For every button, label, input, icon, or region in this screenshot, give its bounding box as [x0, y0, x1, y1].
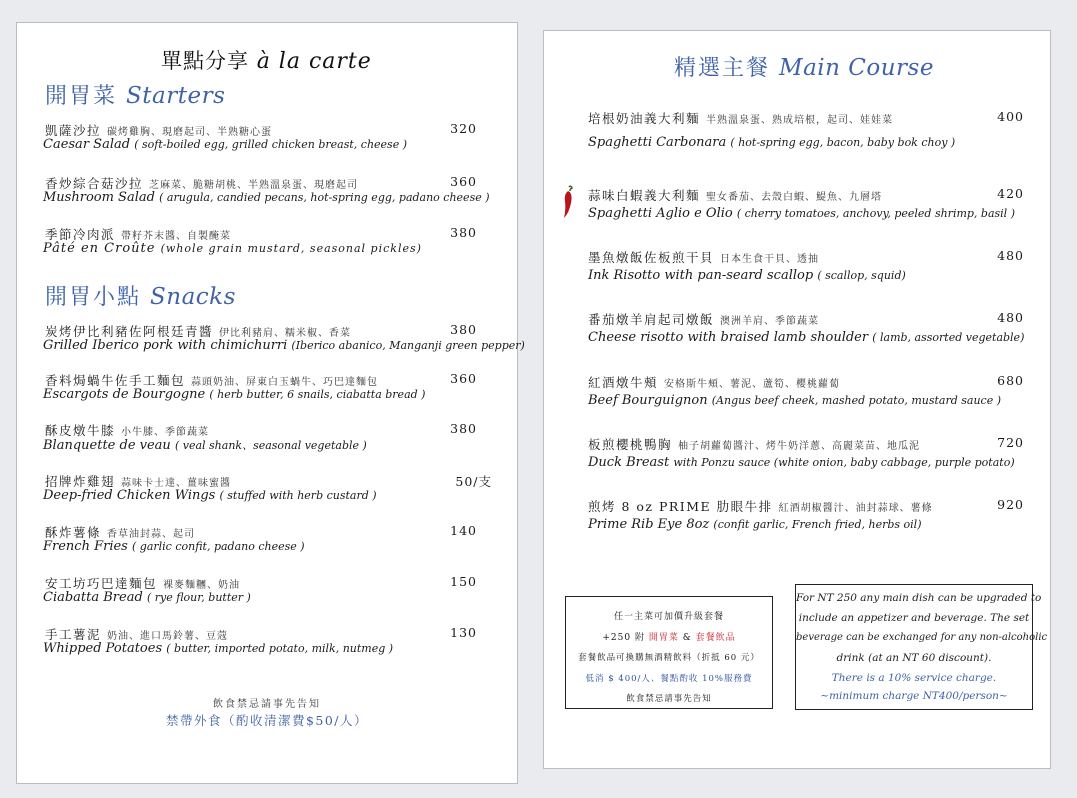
- menu-item-zh: 酥炸薯條 香草油封蒜、起司: [45, 525, 196, 540]
- left-menu-page: [16, 22, 525, 784]
- dietary-note: 飲食禁忌請事先告知: [213, 699, 321, 710]
- menu-item-en: Grilled Iberico pork with chimichurri (Iberico abanico, Manganji green pepper): [43, 338, 525, 353]
- item-price: 150: [450, 574, 477, 589]
- section-title-zh: 精選主餐: [674, 56, 771, 81]
- menu-item-en: Prime Rib Eye 8oz (confit garlic, French fried, herbs oil): [588, 517, 922, 532]
- section-title-starters: [45, 79, 225, 110]
- en-box-line: include an appetizer and beverage. The set: [798, 612, 1030, 624]
- item-price: 360: [450, 371, 477, 386]
- menu-item-en: French Fries ( garlic confit, padano cheese ): [43, 539, 305, 554]
- menu-item-en: Whipped Potatoes ( butter, imported potato, milk, nutmeg ): [43, 641, 394, 656]
- menu-item-en: Escargots de Bourgogne ( herb butter, 6 snails, ciabatta bread ): [43, 387, 426, 402]
- section-title-en: Starters: [126, 83, 226, 109]
- menu-item-zh: 炭烤伊比利豬佐阿根廷青醬 伊比利豬肩、糯米椒、香菜: [45, 324, 352, 339]
- item-price: 320: [450, 121, 477, 136]
- set-box-line: 任一主菜可加價升級套餐: [613, 612, 724, 622]
- menu-item-zh: 香炒綜合菇沙拉 芝麻菜、脆糖胡桃、半熟溫泉蛋、現磨起司: [45, 176, 359, 191]
- item-price: 140: [450, 523, 477, 538]
- menu-item-zh: 手工薯泥 奶油、進口馬鈴薯、豆蔻: [45, 627, 229, 642]
- title-zh: 單點分享: [161, 49, 249, 73]
- menu-item-zh: 蒜味白蝦義大利麵 聖女番茄、去殼白蝦、鯷魚、九層塔: [588, 188, 883, 203]
- set-box-line: 飲食禁忌請事先告知: [626, 694, 712, 704]
- menu-item-en: Ink Risotto with pan-seard scallop ( scallop, squid): [588, 268, 906, 283]
- item-price: 360: [450, 174, 477, 189]
- section-title-snacks: [45, 280, 236, 311]
- section-title-zh: 開胃小點: [45, 285, 142, 310]
- menu-item-en: Pâté en Croûte (whole grain mustard, seasonal pickles): [43, 241, 422, 256]
- item-price: 480: [997, 310, 1024, 325]
- item-price: 680: [997, 373, 1024, 388]
- title-fr: à la carte: [256, 49, 372, 74]
- section-title-en: Snacks: [150, 284, 236, 310]
- menu-item-en: Mushroom Salad ( arugula, candied pecans, hot-spring egg, padano cheese ): [43, 190, 490, 205]
- menu-item-en: Beef Bourguignon (Angus beef cheek, mashed potato, mustard sauce ): [588, 393, 1002, 408]
- takeout-note: 禁帶外食（酌收清潔費$50/人）: [165, 713, 369, 728]
- menu-item-zh: 招牌炸雞翅 蒜味卡士達、薑味蜜醬: [45, 474, 232, 489]
- item-price: 400: [997, 109, 1024, 124]
- item-price: 420: [997, 186, 1024, 201]
- menu-item-zh: 酥皮燉牛膝 小牛膝、季節蔬菜: [45, 423, 210, 438]
- menu-item-en: Ciabatta Bread ( rye flour, butter ): [43, 590, 251, 605]
- en-box-line: There is a 10% service charge.: [831, 672, 997, 684]
- menu-item-en: Deep-fried Chicken Wings ( stuffed with herb custard ): [43, 488, 377, 503]
- menu-item-zh: 凱薩沙拉 碳烤雞胸、現磨起司、半熟糖心蛋: [45, 123, 273, 138]
- section-title-zh: 開胃菜: [45, 84, 118, 109]
- menu-item-en: Caesar Salad ( soft-boiled egg, grilled chicken breast, cheese ): [43, 137, 408, 152]
- en-box-line: For NT 250 any main dish can be upgraded to: [796, 592, 1042, 604]
- menu-item-zh: 培根奶油義大利麵 半熟溫泉蛋、熟成培根，起司、娃娃菜: [588, 111, 894, 126]
- set-box-line: 套餐飲品可換購無酒精飲料（折抵 60 元）: [578, 653, 760, 663]
- set-box-line: 低消 $ 400/人、餐點酌收 10%服務費: [585, 674, 753, 684]
- menu-item-zh: 紅酒燉牛頰 安格斯牛頰、薯泥、蘆筍、櫻桃蘿蔔: [588, 375, 841, 390]
- menu-item-en: Spaghetti Aglio e Olio ( cherry tomatoes, anchovy, peeled shrimp, basil ): [588, 206, 1015, 221]
- menu-item-en: Cheese risotto with braised lamb shoulder ( lamb, assorted vegetable): [588, 330, 1025, 345]
- menu-item-en: Spaghetti Carbonara ( hot-spring egg, bacon, baby bok choy ): [588, 135, 956, 150]
- menu-item-zh: 板煎櫻桃鴨胸 柚子胡蘿蔔醬汁、烤牛奶洋蔥、高麗菜苗、地瓜泥: [588, 437, 921, 452]
- item-price: 50/支: [455, 474, 492, 489]
- page-title: [161, 45, 372, 75]
- menu-item-zh: 番茄燉羊肩起司燉飯 澳洲羊肩、季節蔬菜: [588, 312, 820, 327]
- section-title-main-course: [674, 51, 934, 82]
- item-price: 720: [997, 435, 1024, 450]
- en-box-line: drink (at an NT 60 discount).: [836, 652, 992, 664]
- en-box-line: ~minimum charge NT400/person~: [820, 690, 1008, 702]
- menu-item-zh: 季節冷肉派 帶籽芥末醬、自製醃菜: [45, 227, 232, 242]
- right-menu-page: [543, 30, 1051, 769]
- menu-item-en: Blanquette de veau ( veal shank、seasonal vegetable ): [43, 438, 367, 453]
- menu-item-zh: 煎烤 8 oz PRIME 肋眼牛排 紅酒胡椒醬汁、油封蒜球、薯條: [588, 499, 933, 514]
- menu-item-zh: 安工坊巧巴達麵包 裸麥麵糰、奶油: [45, 576, 241, 591]
- item-price: 380: [450, 322, 477, 337]
- set-box-line: +250 附 開胃菜 & 套餐飲品: [602, 633, 736, 643]
- menu-item-en: Duck Breast with Ponzu sauce (white onion, baby cabbage, purple potato): [588, 455, 1015, 470]
- item-price: 480: [997, 248, 1024, 263]
- item-price: 380: [450, 421, 477, 436]
- set-meal-box-zh: [565, 596, 773, 709]
- set-meal-box-en: [795, 584, 1048, 710]
- menu-item-zh: 香料焗蝸牛佐手工麵包 蒜頭奶油、屏東白玉蝸牛、巧巴達麵包: [45, 373, 379, 388]
- section-title-en: Main Course: [779, 55, 934, 81]
- item-price: 130: [450, 625, 477, 640]
- menu-item-zh: 墨魚燉飯佐板煎干貝 日本生食干貝、透抽: [588, 250, 820, 265]
- item-price: 380: [450, 225, 477, 240]
- en-box-line: beverage can be exchanged for any non-alcoholic: [796, 632, 1048, 643]
- chili-pepper-icon: [560, 185, 576, 219]
- item-price: 920: [997, 497, 1024, 512]
